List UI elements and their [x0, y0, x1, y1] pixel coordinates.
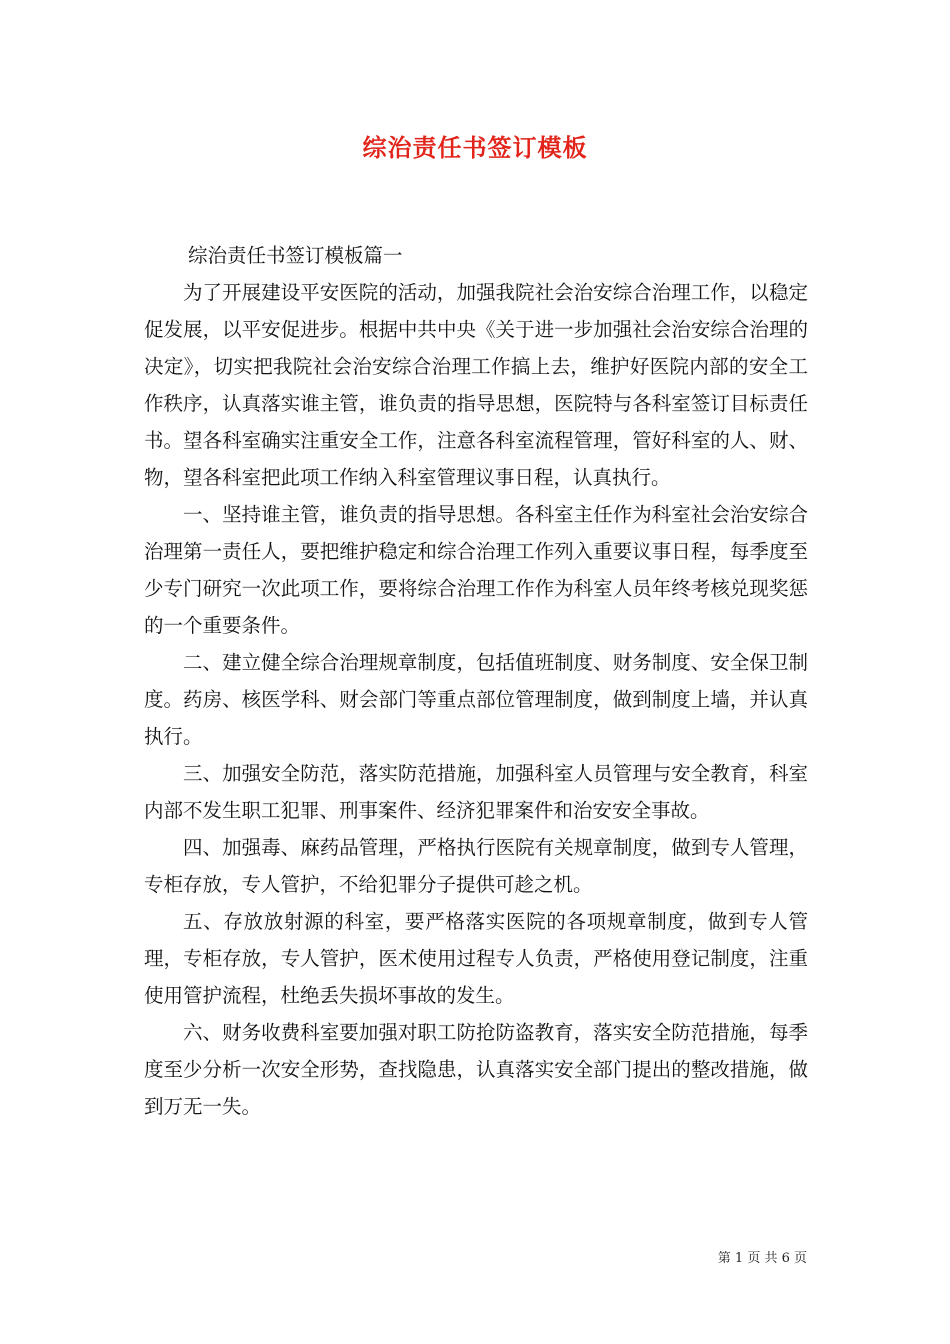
page-number: 第 1 页 共 6 页	[717, 1251, 807, 1266]
paragraph-item-6: 六、财务收费科室要加强对职工防抢防盗教育，落实安全防范措施，每季度至少分析一次安全形势，查找隐患，认真落实安全部门提出的整改措施，做到万无一失。	[144, 1021, 808, 1118]
document-title: 综治责任书签订模板	[362, 133, 588, 162]
paragraph-item-3: 三、加强安全防范，落实防范措施，加强科室人员管理与安全教育，科室内部不发生职工犯罪、刑事案件、经济犯罪案件和治安安全事故。	[144, 762, 808, 822]
document-body	[144, 237, 808, 1125]
paragraph-item-5: 五、存放放射源的科室，要严格落实医院的各项规章制度，做到专人管理，专柜存放，专人管护，医术使用过程专人负责，严格使用登记制度，注重使用管护流程，杜绝丢失损坏事故的发生。	[144, 910, 808, 1007]
section-heading: 综治责任书签订模板篇一	[188, 244, 403, 267]
paragraph-intro: 为了开展建设平安医院的活动，加强我院社会治安综合治理工作，以稳定促发展，以平安促进步。根据中共中央《关于进一步加强社会治安综合治理的决定》，切实把我院社会治安综合治理工作搞上去，维护好医院内部的安全工作秩序，认真落实谁主管，谁负责的指导思想，医院特与各科室签订目标责任书。望各科室确实注重安全工作，注意各科室流程管理，管好科室的人、财、物，望各科室把此项工作纳入科室管理议事日程，认真执行。	[144, 281, 808, 489]
paragraph-item-2: 二、建立健全综合治理规章制度，包括值班制度、财务制度、安全保卫制度。药房、核医学科、财会部门等重点部位管理制度，做到制度上墙，并认真执行。	[144, 651, 808, 748]
paragraph-item-4: 四、加强毒、麻药品管理，严格执行医院有关规章制度，做到专人管理，专柜存放，专人管护，不给犯罪分子提供可趁之机。	[144, 836, 808, 896]
paragraph-item-1: 一、坚持谁主管，谁负责的指导思想。各科室主任作为科室社会治安综合治理第一责任人，要把维护稳定和综合治理工作列入重要议事日程，每季度至少专门研究一次此项工作，要将综合治理工作作为科室人员年终考核兑现奖惩的一个重要条件。	[144, 503, 808, 637]
